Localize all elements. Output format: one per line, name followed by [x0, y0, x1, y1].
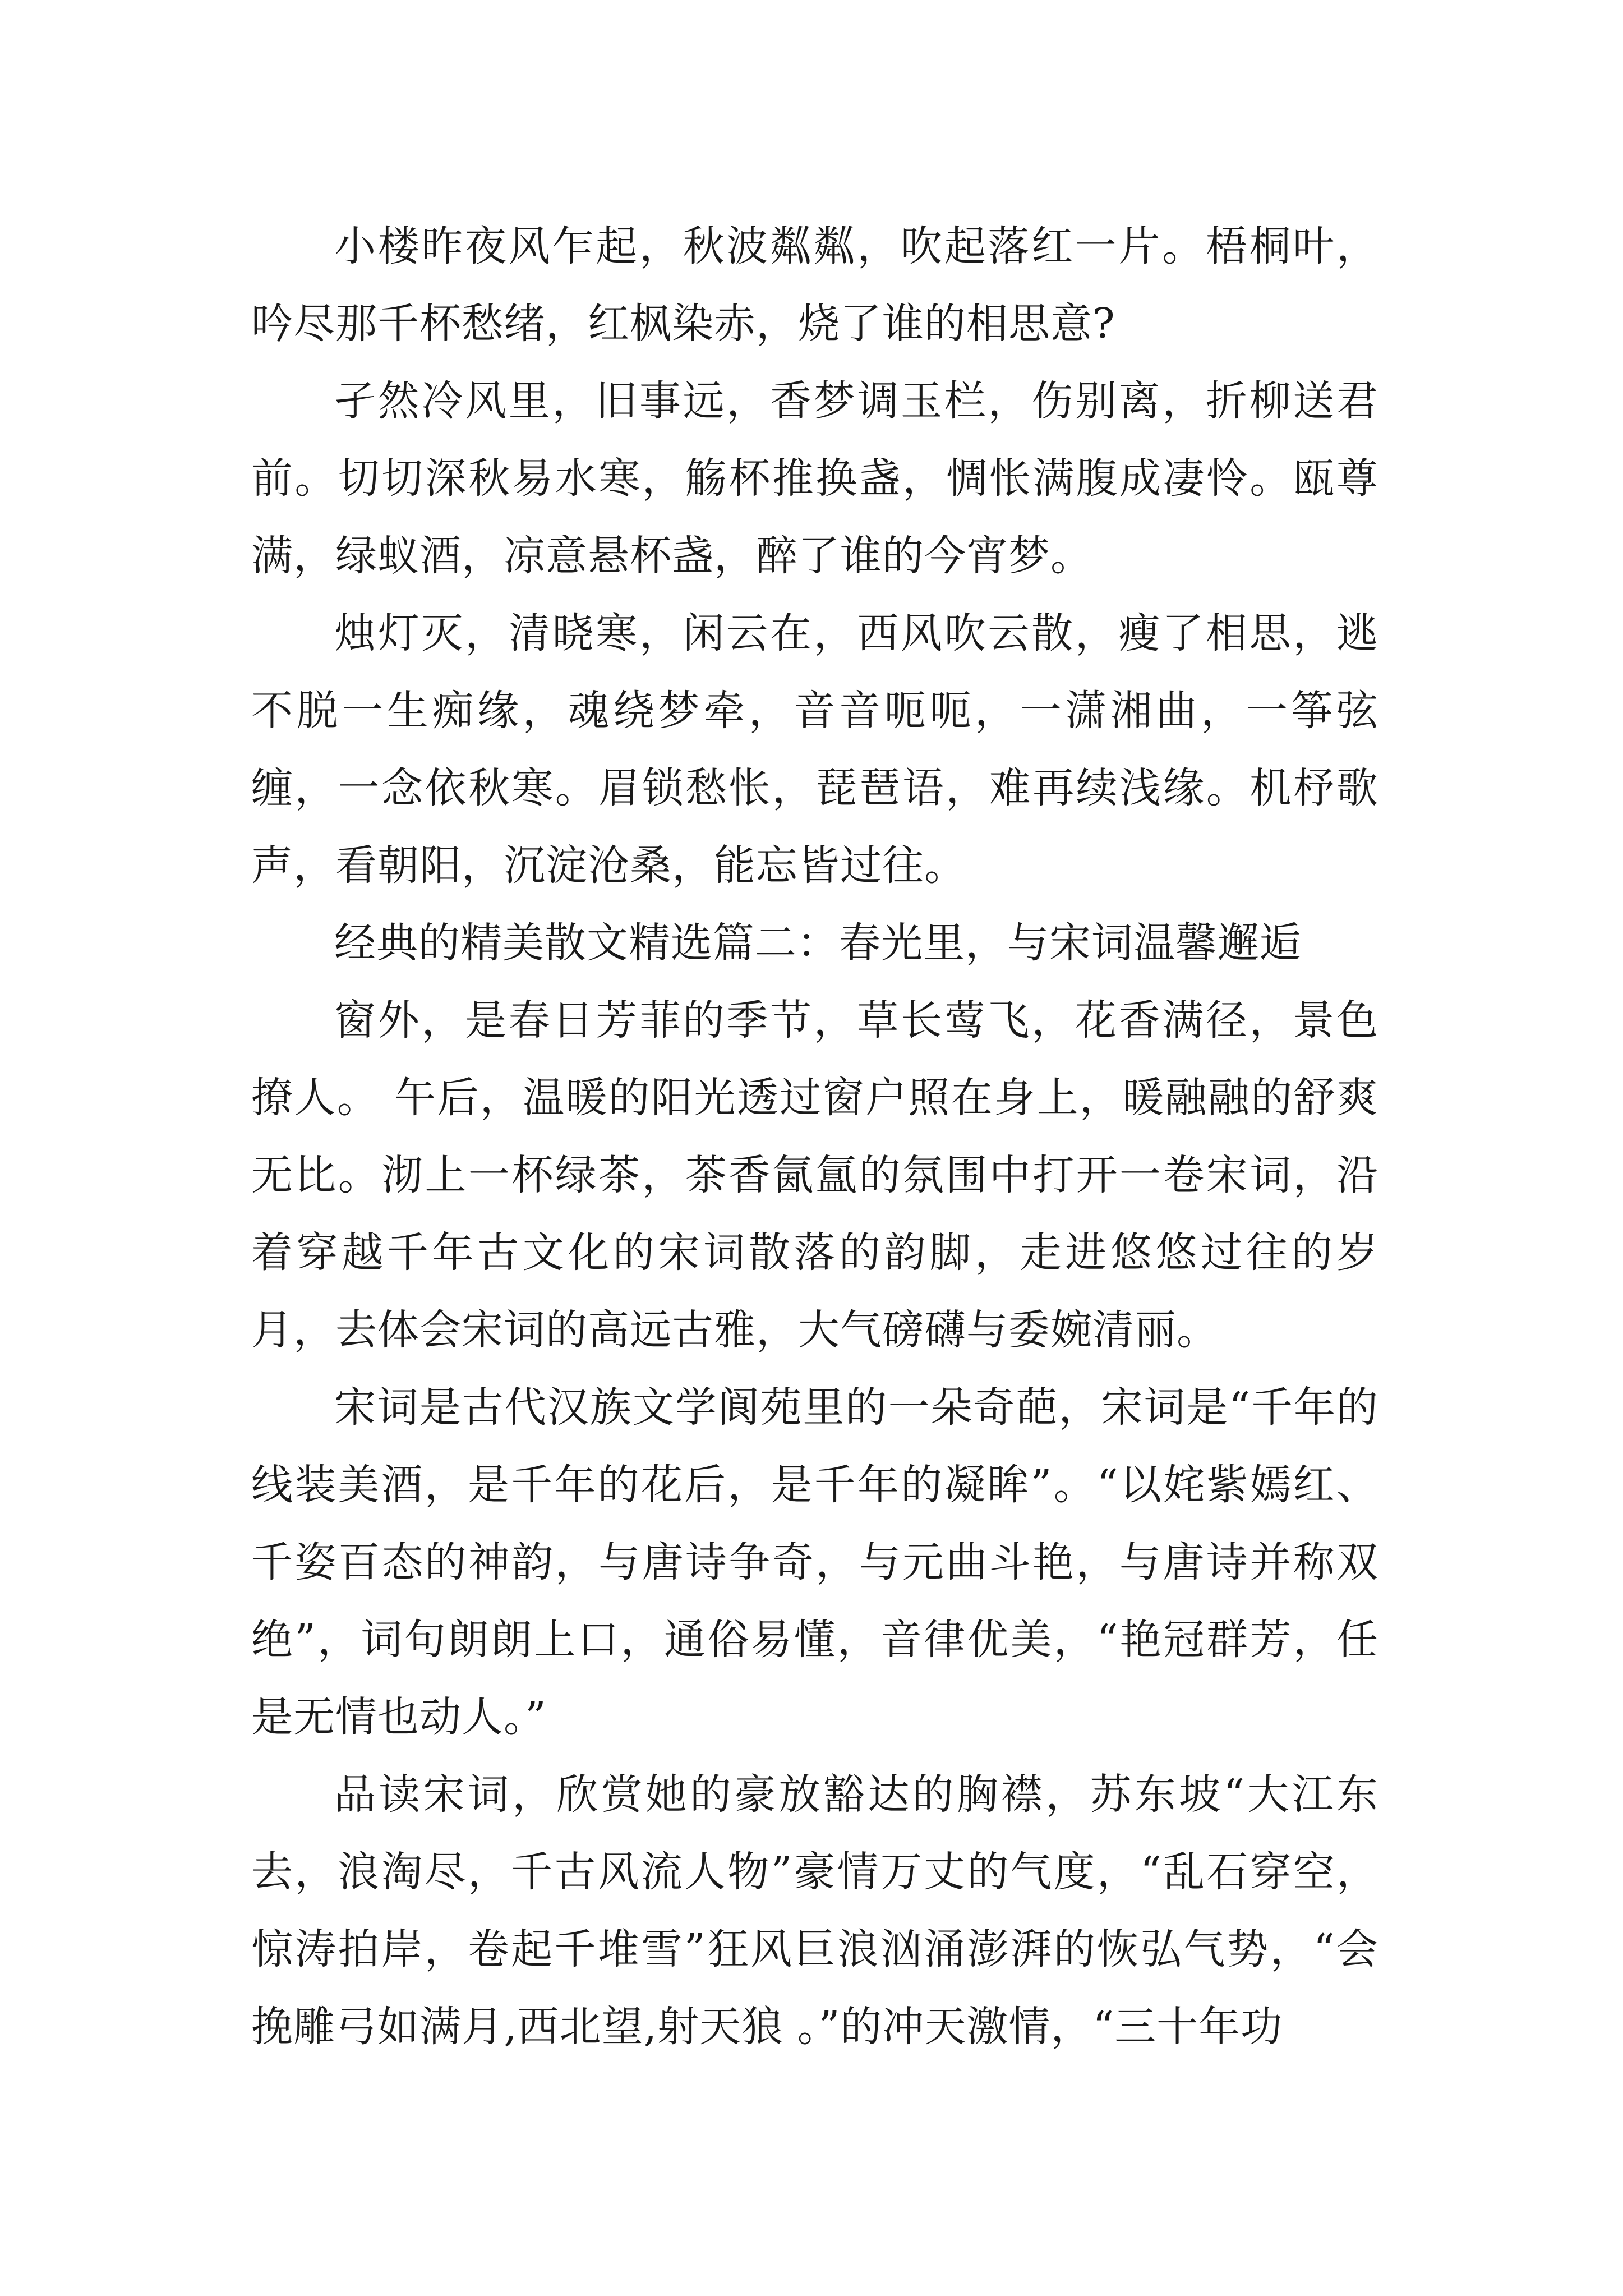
paragraph: 宋词是古代汉族文学阆苑里的一朵奇葩，宋词是“千年的线装美酒，是千年的花后，是千年的凝眸”。“以姹紫嫣红、千姿百态的神韵，与唐诗争奇，与元曲斗艳，与唐诗并称双绝”，词句朗朗上口，通俗易懂，音律优美，“艳冠群芳，任是无情也动人。”: [251, 1383, 1378, 1741]
body-text: [251, 208, 1378, 2065]
section-heading: 经典的精美散文精选篇二：春光里，与宋词温馨邂逅: [334, 919, 1302, 967]
paragraph: 窗外，是春日芳菲的季节，草长莺飞，花香满径，景色撩人。 午后，温暖的阳光透过窗户照在身上，暖融融的舒爽无比。沏上一杯绿茶，茶香氤氲的氛围中打开一卷宋词，沿着穿越千年古文化的宋词散落的韵脚，走进悠悠过往的岁月，去体会宋词的高远古雅，大气磅礴与委婉清丽。: [251, 996, 1378, 1354]
paragraph: 小楼昨夜风乍起，秋波粼粼，吹起落红一片。梧桐叶，吟尽那千杯愁绪，红枫染赤，烧了谁的相思意?: [251, 222, 1378, 348]
paragraph: 孑然冷风里，旧事远，香梦调玉栏，伤别离，折柳送君前。切切深秋易水寒，觞杯推换盏，惆怅满腹成凄怜。瓯尊满，绿蚁酒，凉意悬杯盏，醉了谁的今宵梦。: [251, 377, 1378, 580]
paragraph: 品读宋词，欣赏她的豪放豁达的胸襟，苏东坡“大江东去，浪淘尽，千古风流人物”豪情万丈的气度，“乱石穿空，惊涛拍岸，卷起千堆雪”狂风巨浪汹涌澎湃的恢弘气势，“会挽雕弓如满月,西北望,射天狼 。”的冲天激情，“三十年功: [251, 1770, 1378, 2051]
paragraph: 烛灯灭，清晓寒，闲云在，西风吹云散，瘦了相思，逃不脱一生痴缘，魂绕梦牵，音音呃呃，一潇湘曲，一筝弦缠，一念依秋寒。眉锁愁怅，琵琶语，难再续浅缘。机杼歌声，看朝阳，沉淀沧桑，能忘皆过往。: [251, 609, 1378, 890]
